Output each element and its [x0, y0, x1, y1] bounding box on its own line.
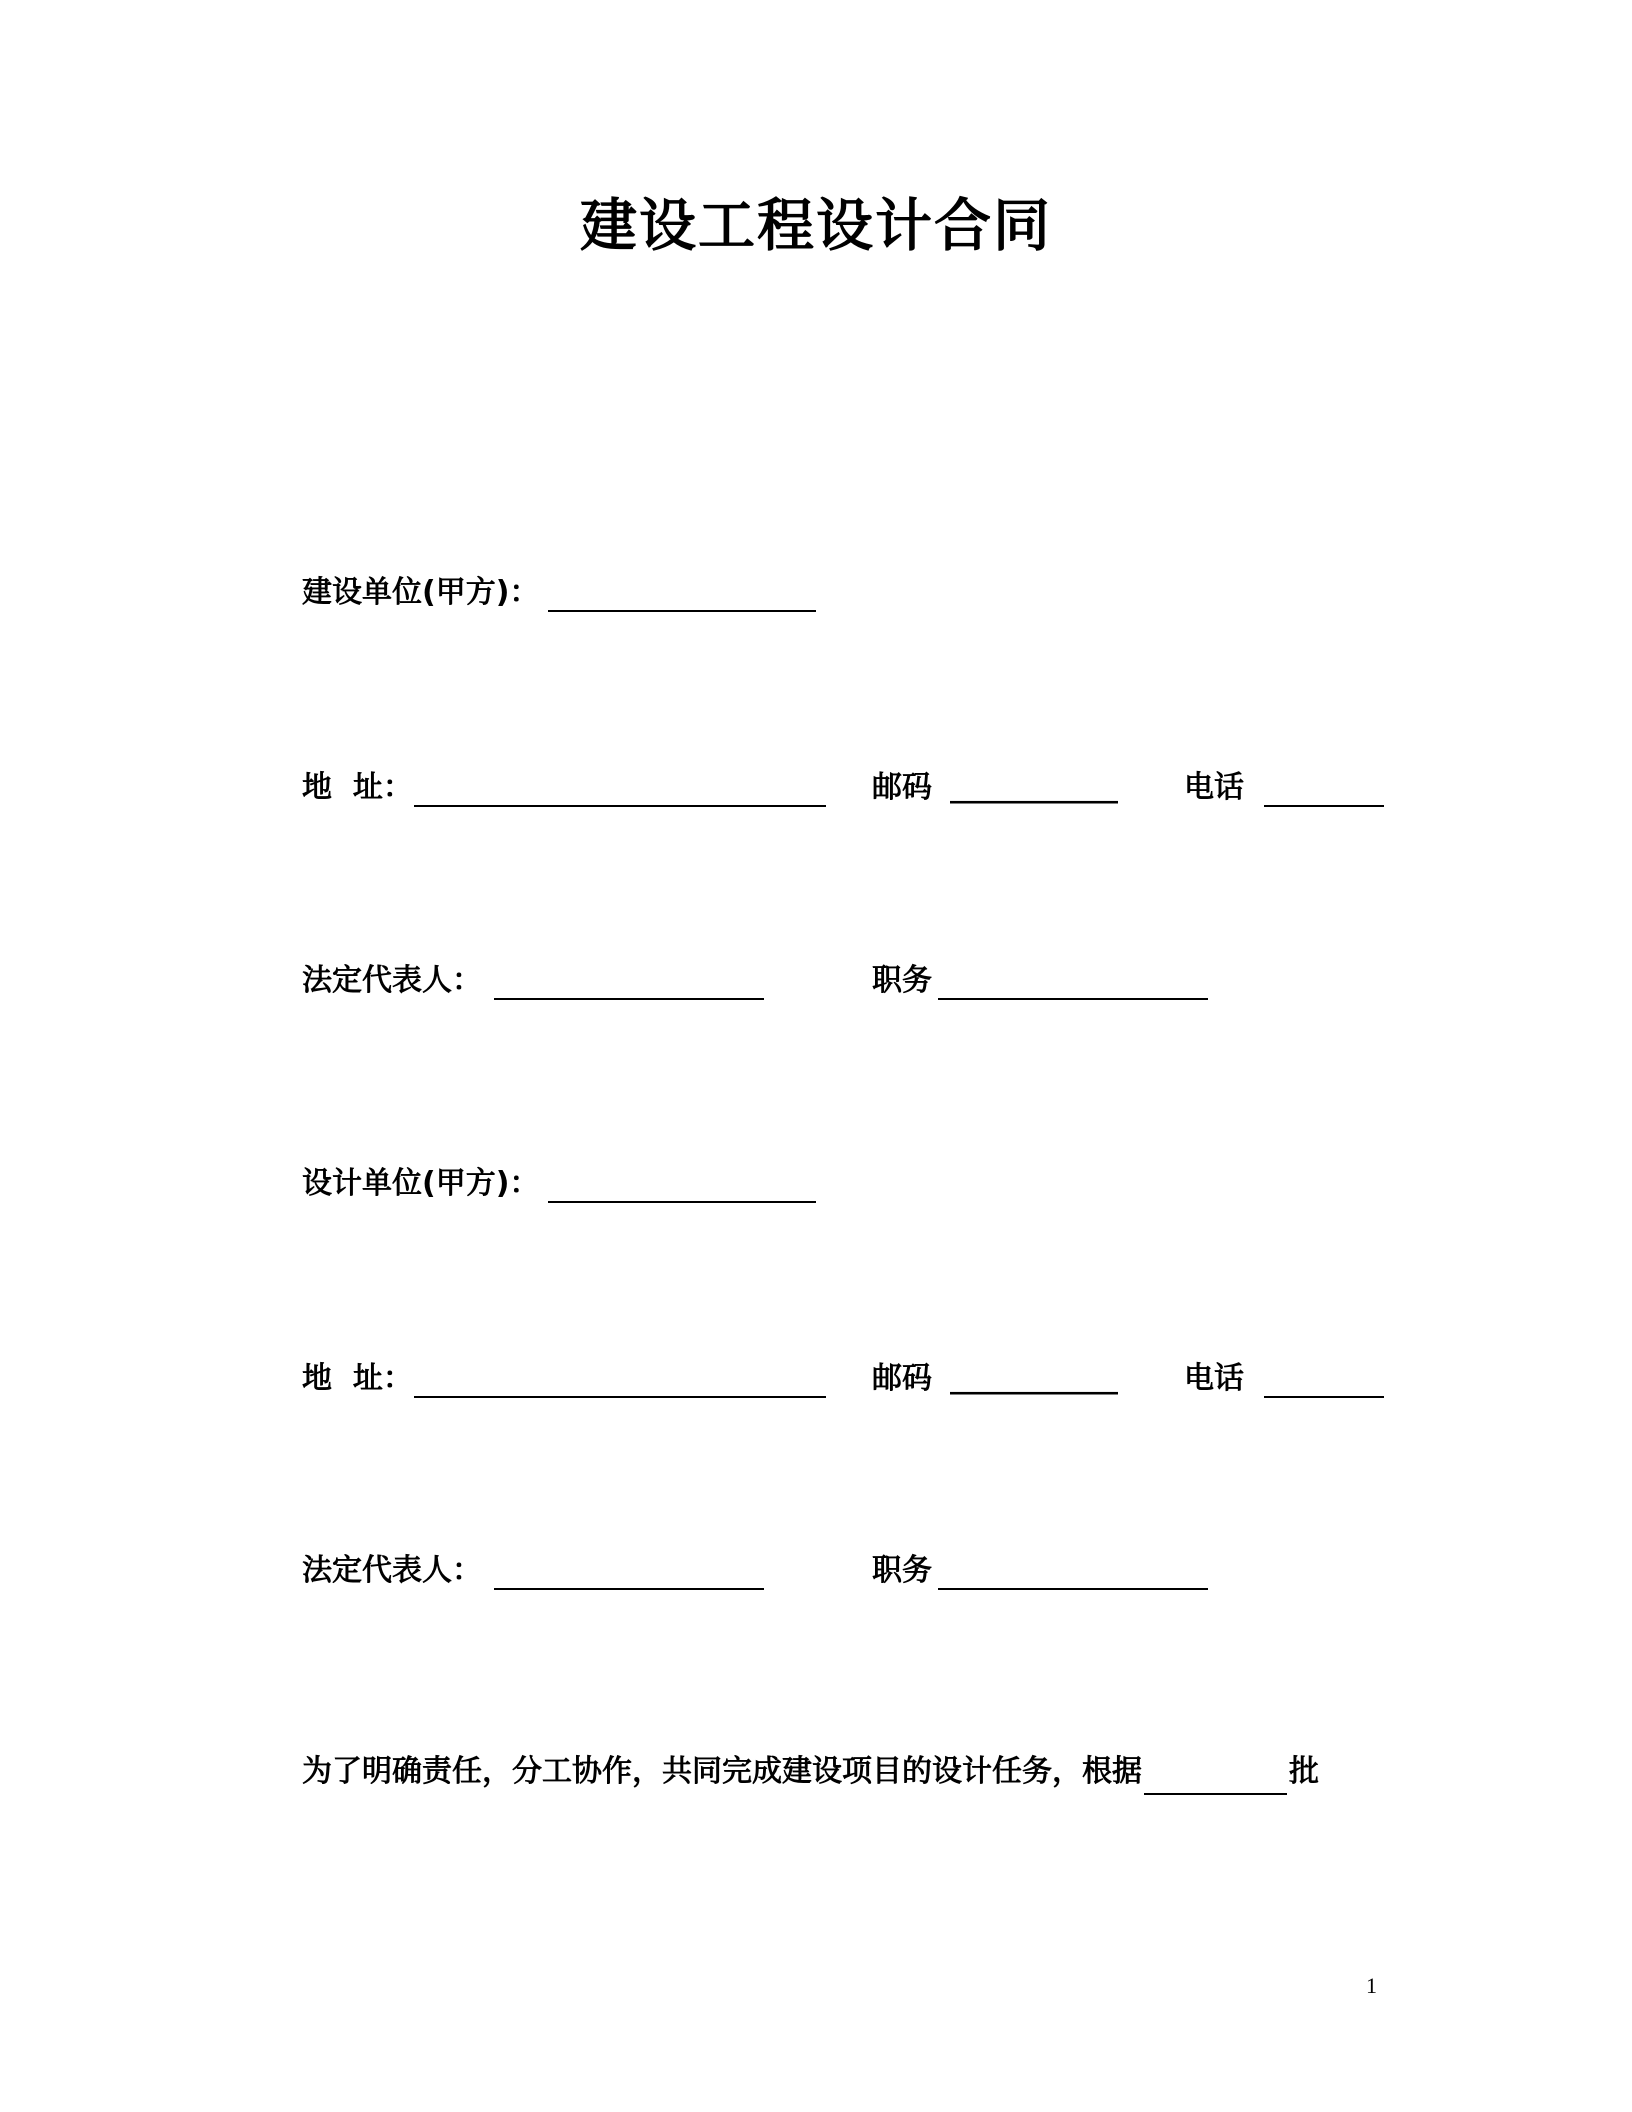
party-b-address-label: 地 址：	[302, 1361, 413, 1396]
party-b-unit-field[interactable]	[548, 1201, 816, 1203]
party-a-position-field[interactable]	[938, 998, 1208, 1000]
party-b-legal-rep-field[interactable]	[494, 1588, 764, 1590]
party-b-unit-row	[0, 1161, 1632, 1211]
party-b-phone-field[interactable]	[1264, 1396, 1384, 1398]
party-a-phone-label: 电话	[1184, 770, 1244, 805]
party-b-postcode-label: 邮码	[872, 1361, 932, 1396]
party-a-address-row	[0, 765, 1632, 815]
party-a-address-field[interactable]	[414, 805, 826, 807]
party-a-unit-label: 建设单位(甲方)：	[302, 575, 540, 610]
party-b-unit-label: 设计单位(甲方)：	[302, 1166, 540, 1201]
party-a-address-label: 地 址：	[302, 770, 413, 805]
party-b-address-row	[0, 1356, 1632, 1406]
party-a-rep-row	[0, 958, 1632, 1008]
party-b-position-label: 职务	[872, 1553, 932, 1588]
page-number: 1	[1366, 1973, 1377, 1998]
party-b-address-field[interactable]	[414, 1396, 826, 1398]
page-title: 建设工程设计合同	[580, 193, 1052, 259]
party-a-unit-field[interactable]	[548, 610, 816, 612]
party-a-phone-field[interactable]	[1264, 805, 1384, 807]
party-b-rep-row	[0, 1548, 1632, 1598]
party-a-unit-row	[0, 570, 1632, 620]
intro-text-before: 为了明确责任，分工协作，共同完成建设项目的设计任务，根据	[302, 1754, 1142, 1789]
party-b-position-field[interactable]	[938, 1588, 1208, 1590]
party-a-legal-rep-label: 法定代表人：	[302, 963, 482, 998]
party-a-postcode-field[interactable]: ____________	[950, 771, 1118, 804]
intro-text-after: 批	[1289, 1754, 1319, 1789]
party-a-legal-rep-field[interactable]	[494, 998, 764, 1000]
intro-basis-blank[interactable]	[1144, 1759, 1287, 1795]
party-b-phone-label: 电话	[1184, 1361, 1244, 1396]
intro-paragraph	[302, 1749, 1319, 1795]
party-b-legal-rep-label: 法定代表人：	[302, 1553, 482, 1588]
party-a-position-label: 职务	[872, 963, 932, 998]
party-a-postcode-label: 邮码	[872, 770, 932, 805]
party-b-postcode-field[interactable]: ____________	[950, 1362, 1118, 1395]
